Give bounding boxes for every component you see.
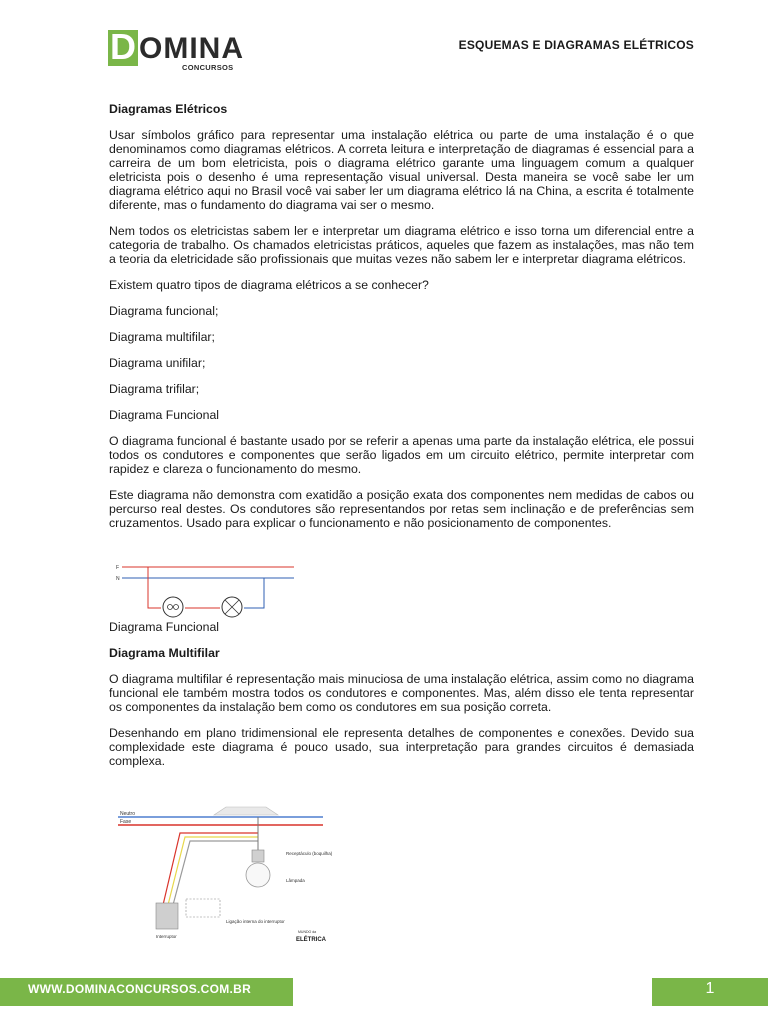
page-number: 1 bbox=[705, 980, 715, 997]
socket-label: Receptáculo (boquilha) bbox=[286, 851, 333, 856]
paragraph: Este diagrama não demonstra com exatidão a posição exata dos componentes nem medidas de cabos ou percurso real destes. Os condutores são representandos por retas sem inclinação e de preferências sem cruzamentos. Usado para explicar o funcionamento e não posicionamento de componentes. bbox=[109, 488, 694, 530]
paragraph: O diagrama funcional é bastante usado por se referir a apenas uma parte da instalação elétrica, ele possui todos os condutores e componentes que serão ligados em um circuito elétrico, permite interpretar com rapidez e clareza o funcionamento do mesmo. bbox=[109, 434, 694, 476]
list-item: Diagrama trifilar; bbox=[109, 382, 200, 396]
figure-caption: Diagrama Funcional bbox=[109, 620, 220, 634]
subheading: Diagrama Funcional bbox=[109, 408, 220, 422]
lamp-bulb bbox=[246, 863, 270, 887]
neutral-label: N bbox=[116, 576, 120, 582]
ceiling-beam bbox=[214, 807, 278, 815]
functional-diagram-figure bbox=[108, 560, 298, 620]
conduit-wires bbox=[173, 841, 258, 905]
list-item: Diagrama multifilar; bbox=[109, 330, 215, 344]
neutral-drop bbox=[244, 578, 264, 608]
paragraph: Nem todos os eletricistas sabem ler e interpretar um diagrama elétrico e isso torna um diferencial entre a categoria de trabalho. Os chamados eletricistas práticos, aqueles que fazem as instalações, mas não tem a teoria da eletricidade são profissionais que muitas vezes não sabem ler e interpretar diagrama elétricos. bbox=[109, 224, 694, 266]
phase-label: Fase bbox=[120, 819, 132, 825]
document-title: ESQUEMAS E DIAGRAMAS ELÉTRICOS bbox=[458, 38, 694, 52]
page-header bbox=[0, 0, 768, 80]
internal-connection-label: Ligação interna do interruptor bbox=[226, 919, 285, 924]
source-brand: ELÉTRICA bbox=[296, 937, 326, 943]
section-heading: Diagramas Elétricos bbox=[109, 102, 228, 116]
list-item: Diagrama funcional; bbox=[109, 304, 219, 318]
switch-symbol bbox=[163, 597, 183, 617]
phase-drop bbox=[148, 567, 161, 608]
logo-letter: D bbox=[110, 26, 136, 67]
switch-box bbox=[156, 903, 178, 929]
logo-subtitle: CONCURSOS bbox=[182, 63, 234, 72]
phase-label: F bbox=[116, 565, 120, 571]
section-heading: Diagrama Multifilar bbox=[109, 646, 220, 660]
logo-wordmark: OMINA bbox=[139, 32, 244, 65]
source-brand-small: MUNDO da bbox=[298, 930, 317, 934]
lamp-label: Lâmpada bbox=[286, 878, 305, 883]
paragraph: Existem quatro tipos de diagrama elétricos a se conhecer? bbox=[109, 278, 429, 292]
neutral-label: Neutro bbox=[120, 811, 136, 817]
domina-logo bbox=[108, 26, 244, 72]
switch-label: Interruptor bbox=[156, 934, 177, 939]
lamp-socket bbox=[252, 850, 264, 862]
multifilar-diagram-figure bbox=[108, 795, 338, 945]
paragraph: Usar símbolos gráfico para representar uma instalação elétrica ou parte de uma instalação é o que denominamos como diagramas elétricos. A correta leitura e interpretação de diagramas é essencial para a carreira de um bom eletricista, pois o diagrama elétrico garante uma linguagem comum a qualquer eletricista pois o desenho é uma representação visual universal. Desta maneira se você sabe ler um diagrama elétrico aqui no Brasil você vai saber ler um diagrama elétrico lá na China, a escrita é totalmente diferente, mas o fundamento do diagrama vai ser o mesmo. bbox=[109, 128, 694, 212]
list-item: Diagrama unifilar; bbox=[109, 356, 206, 370]
switch-detail bbox=[186, 899, 220, 917]
paragraph: Desenhando em plano tridimensional ele representa detalhes de componentes e conexões. Devido sua complexidade este diagrama é pouco usado, sua interpretação para grandes circuitos é demasiada complexa. bbox=[109, 726, 694, 768]
footer-website: WWW.DOMINACONCURSOS.COM.BR bbox=[28, 982, 252, 996]
document-body bbox=[109, 102, 694, 780]
paragraph: O diagrama multifilar é representação mais minuciosa de uma instalação elétrica, assim como no diagrama funcional ele também mostra todos os condutores e componentes. Mas, além disso ele tenta representar os componentes da instalação bem como os condutores em sua posição correta. bbox=[109, 672, 694, 714]
